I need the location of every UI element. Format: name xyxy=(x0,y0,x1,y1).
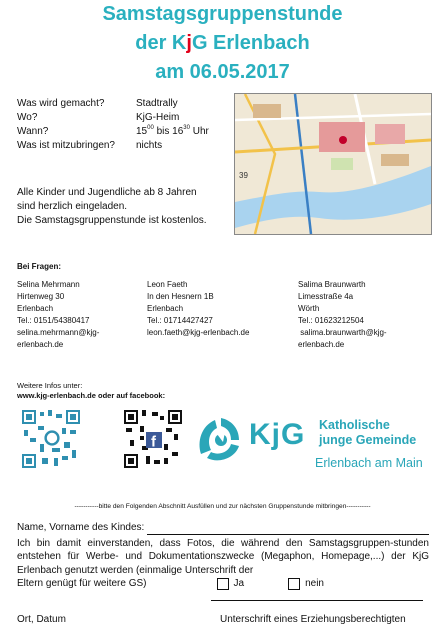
contact-card: Selina Mehrmann Hirtenweg 30 Erlenbach Tel.: 0151/54380417 selina.mehrmann@kjg- erlenbach.de xyxy=(17,279,145,351)
facebook-qr-code xyxy=(124,410,182,468)
contact-card: Leon Faeth In den Hesnern 1B Erlenbach Tel.: 01714427427 leon.faeth@kjg-erlenbach.de xyxy=(147,279,292,339)
title-date: am 06.05.2017 xyxy=(155,61,290,83)
detail-answer: nichts xyxy=(136,140,163,151)
detail-question: Was ist mitzubringen? xyxy=(17,140,115,151)
contact-email[interactable]: salima.braunwarth@kjg- xyxy=(298,328,387,337)
kjg-emblem-icon xyxy=(195,414,245,464)
signature-line[interactable] xyxy=(211,600,423,601)
detail-answer-time: $15^{00}$ bis $16^{30}$ Uhr xyxy=(136,125,209,137)
consent-text: Ich bin damit einverstanden, dass Fotos, die während den Samstagsgruppen-stunden entstehen für Werbe- und Dokumentationszwecke (Megaphon, Homepage,...) der KjG Erlenbach genutzt werden (einmalige Unterschrift der xyxy=(17,537,429,576)
title-line-2: der KjG Erlenbach xyxy=(135,32,310,54)
invitation-text: Alle Kinder und Jugendliche ab 8 Jahren sind herzlich eingeladen. Die Samstagsgruppenstunde ist kostenlos. xyxy=(17,187,207,226)
logo-brand: KjG xyxy=(249,418,306,451)
detail-question: Wann? xyxy=(17,126,49,137)
cut-line: -----------bitte den Folgenden Abschnitt Ausfüllen und zur nächsten Gruppenstunde mitbringen----------- xyxy=(74,503,371,510)
kjg-logo: KjG Katholische junge Gemeinde Erlenbach am Main xyxy=(195,412,435,472)
nein-checkbox[interactable] xyxy=(288,578,300,590)
contact-email[interactable]: leon.faeth@kjg-erlenbach.de xyxy=(147,328,250,337)
website-link[interactable]: www.kjg-erlenbach.de xyxy=(17,391,96,400)
ort-datum-label: Ort, Datum xyxy=(17,614,66,625)
ja-checkbox[interactable] xyxy=(217,578,229,590)
title-line-1: Samstagsgruppenstunde xyxy=(102,3,343,25)
signature-label: Unterschrift eines Erziehungsberechtigten xyxy=(220,614,406,625)
name-field[interactable] xyxy=(147,523,429,535)
contact-email[interactable]: selina.mehrmann@kjg- xyxy=(17,328,100,337)
website-qr-code xyxy=(22,410,80,468)
contacts-heading: Bei Fragen: xyxy=(17,262,62,271)
consent-form: Name, Vorname des Kindes: Ich bin damit einverstanden, dass Fotos, die während den Samstagsgruppen-stunden entstehen für Werbe- und Dokumentationszwecke (Megaphon, Homepage,...) der KjG Erlenbach genutzt werden (einmalige Unterschrift der Eltern genügt für weitere GS) Ja nein xyxy=(17,522,429,589)
contact-card: Salima Braunwarth Limesstraße 4a Wörth Tel.: 01623212504 salima.braunwarth@kjg- erlenbach.de xyxy=(298,279,438,351)
more-info: Weitere Infos unter: www.kjg-erlenbach.de oder auf facebook: xyxy=(17,381,166,400)
svg-text:39: 39 xyxy=(239,171,248,180)
detail-question: Wo? xyxy=(17,112,38,123)
detail-answer: KjG-Heim xyxy=(136,112,180,123)
detail-question: Was wird gemacht? xyxy=(17,98,105,109)
location-map xyxy=(234,93,432,235)
detail-answer: Stadtrally xyxy=(136,98,178,109)
svg-text:f: f xyxy=(151,433,156,451)
event-details xyxy=(17,97,209,153)
title-j-accent: j xyxy=(186,32,192,54)
name-label: Name, Vorname des Kindes: xyxy=(17,522,145,533)
